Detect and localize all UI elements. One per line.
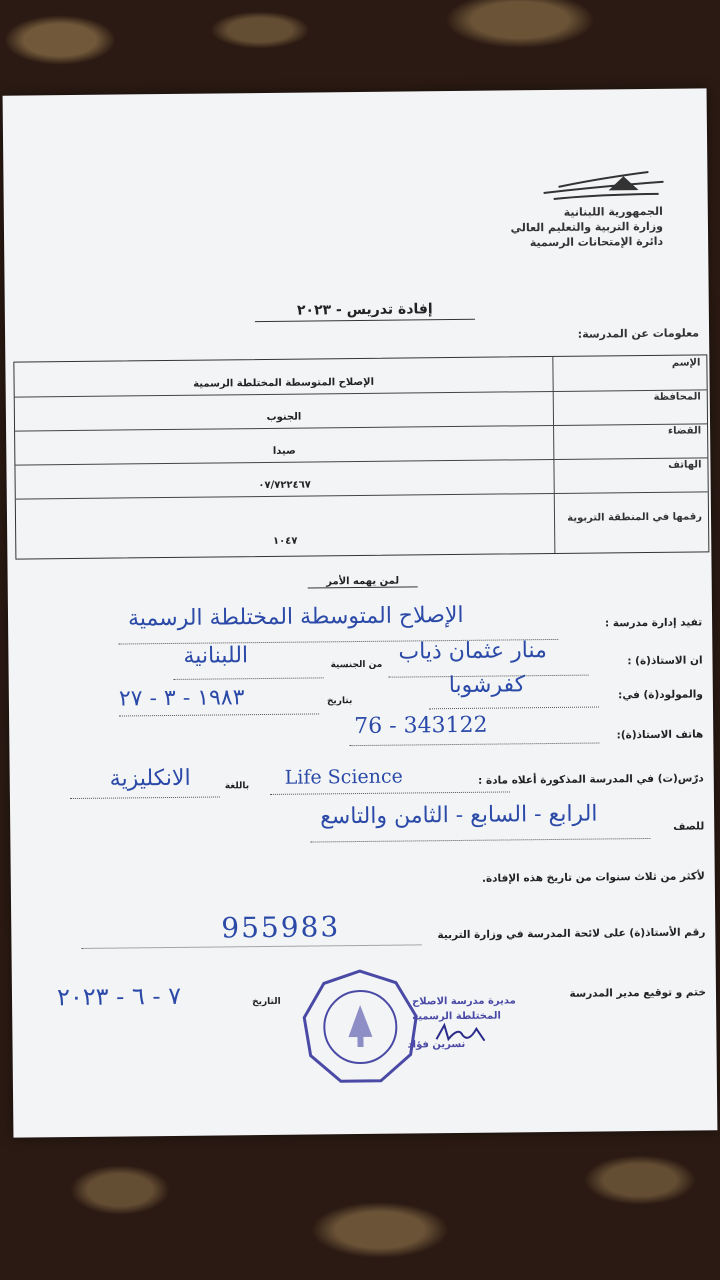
stamp-line-name: نسرين فؤاد: [407, 1038, 466, 1051]
row-label: القضاء: [667, 425, 702, 437]
stamp-signature-label: ختم و توقيع مدير المدرسة: [569, 986, 707, 1000]
teacher-label: ان الاستاذ(ة) :: [627, 654, 703, 668]
class-value: الرابع - السابع - الثامن والتاسع: [320, 801, 598, 830]
row-value: الإصلاح المتوسطة المختلطة الرسمية: [193, 376, 375, 390]
stamp-line-principal: مديرة مدرسة الاصلاح: [412, 995, 516, 1008]
row-value: ١٠٤٧: [272, 535, 298, 547]
class-label: للصف: [673, 820, 705, 833]
birthplace-label: والمولود(ة) في:: [618, 688, 703, 702]
teacher-number-label: رقم الأستاذ(ة) على لائحة المدرسة في وزارة التربية: [437, 926, 706, 942]
school-info-label: معلومات عن المدرسة:: [577, 326, 700, 341]
school-label: تفيد إدارة مدرسة :: [604, 616, 703, 630]
phone-value: 76 - 343122: [354, 712, 488, 740]
row-label: المحافظة: [653, 391, 701, 403]
nationality-value: اللبنانية: [183, 643, 249, 669]
table-row: [16, 491, 709, 556]
header-line-republic: الجمهورية اللبنانية: [563, 204, 663, 219]
to-whom-it-may-concern: لمن يهمه الأمر: [308, 575, 418, 588]
row-value: صيدا: [272, 445, 296, 457]
teacher-name-value: منار عثمان ذياب: [398, 638, 547, 665]
row-value: الجنوب: [266, 411, 302, 423]
language-value: الانكليزية: [109, 765, 191, 792]
row-label: الهاتف: [668, 459, 702, 471]
issue-date-label: التاريخ: [252, 996, 281, 1008]
ministry-header: [510, 204, 663, 251]
school-value: الإصلاح المتوسطة المختلطة الرسمية: [127, 602, 464, 632]
issue-date-value: ٧ - ٦ - ٢٠٢٣: [56, 981, 182, 1012]
row-label: الإسم: [671, 357, 701, 369]
document-page: [3, 88, 718, 1137]
teacher-number-value: 955983: [221, 910, 341, 945]
subject-value: Life Science: [284, 765, 403, 789]
duration-statement: لأكثر من ثلاث سنوات من تاريخ هذه الإفادة.: [481, 870, 705, 885]
signature-icon: [432, 1021, 492, 1046]
language-label: باللغة: [224, 781, 250, 792]
phone-label: هاتف الاستاذ(ة):: [616, 728, 704, 742]
nationality-label: من الجنسية: [330, 659, 383, 671]
row-label: رقمها في المنطقة التربوية: [567, 511, 703, 524]
ministry-logo-icon: [538, 164, 668, 205]
header-line-ministry: وزارة التربية والتعليم العالي: [510, 219, 664, 235]
birthplace-value: كفرشوبا: [448, 672, 526, 699]
school-info-table: [13, 354, 709, 559]
header-line-department: دائرة الإمتحانات الرسمية: [529, 234, 664, 250]
stamp-line-school: المختلطة الرسمية: [412, 1010, 501, 1023]
taught-subject-label: درّس(ت) في المدرسة المذكورة أعلاه مادة :: [478, 772, 704, 787]
official-stamp-icon: [300, 966, 421, 1087]
birth-date-value: ١٩٨٣ - ٣ - ٢٧: [118, 685, 245, 712]
document-title: إفادة تدريس - ٢٠٢٣: [255, 301, 475, 322]
birth-date-label: بتاريخ: [326, 696, 353, 707]
row-value: ٠٧/٧٢٢٤٦٧: [258, 479, 311, 492]
